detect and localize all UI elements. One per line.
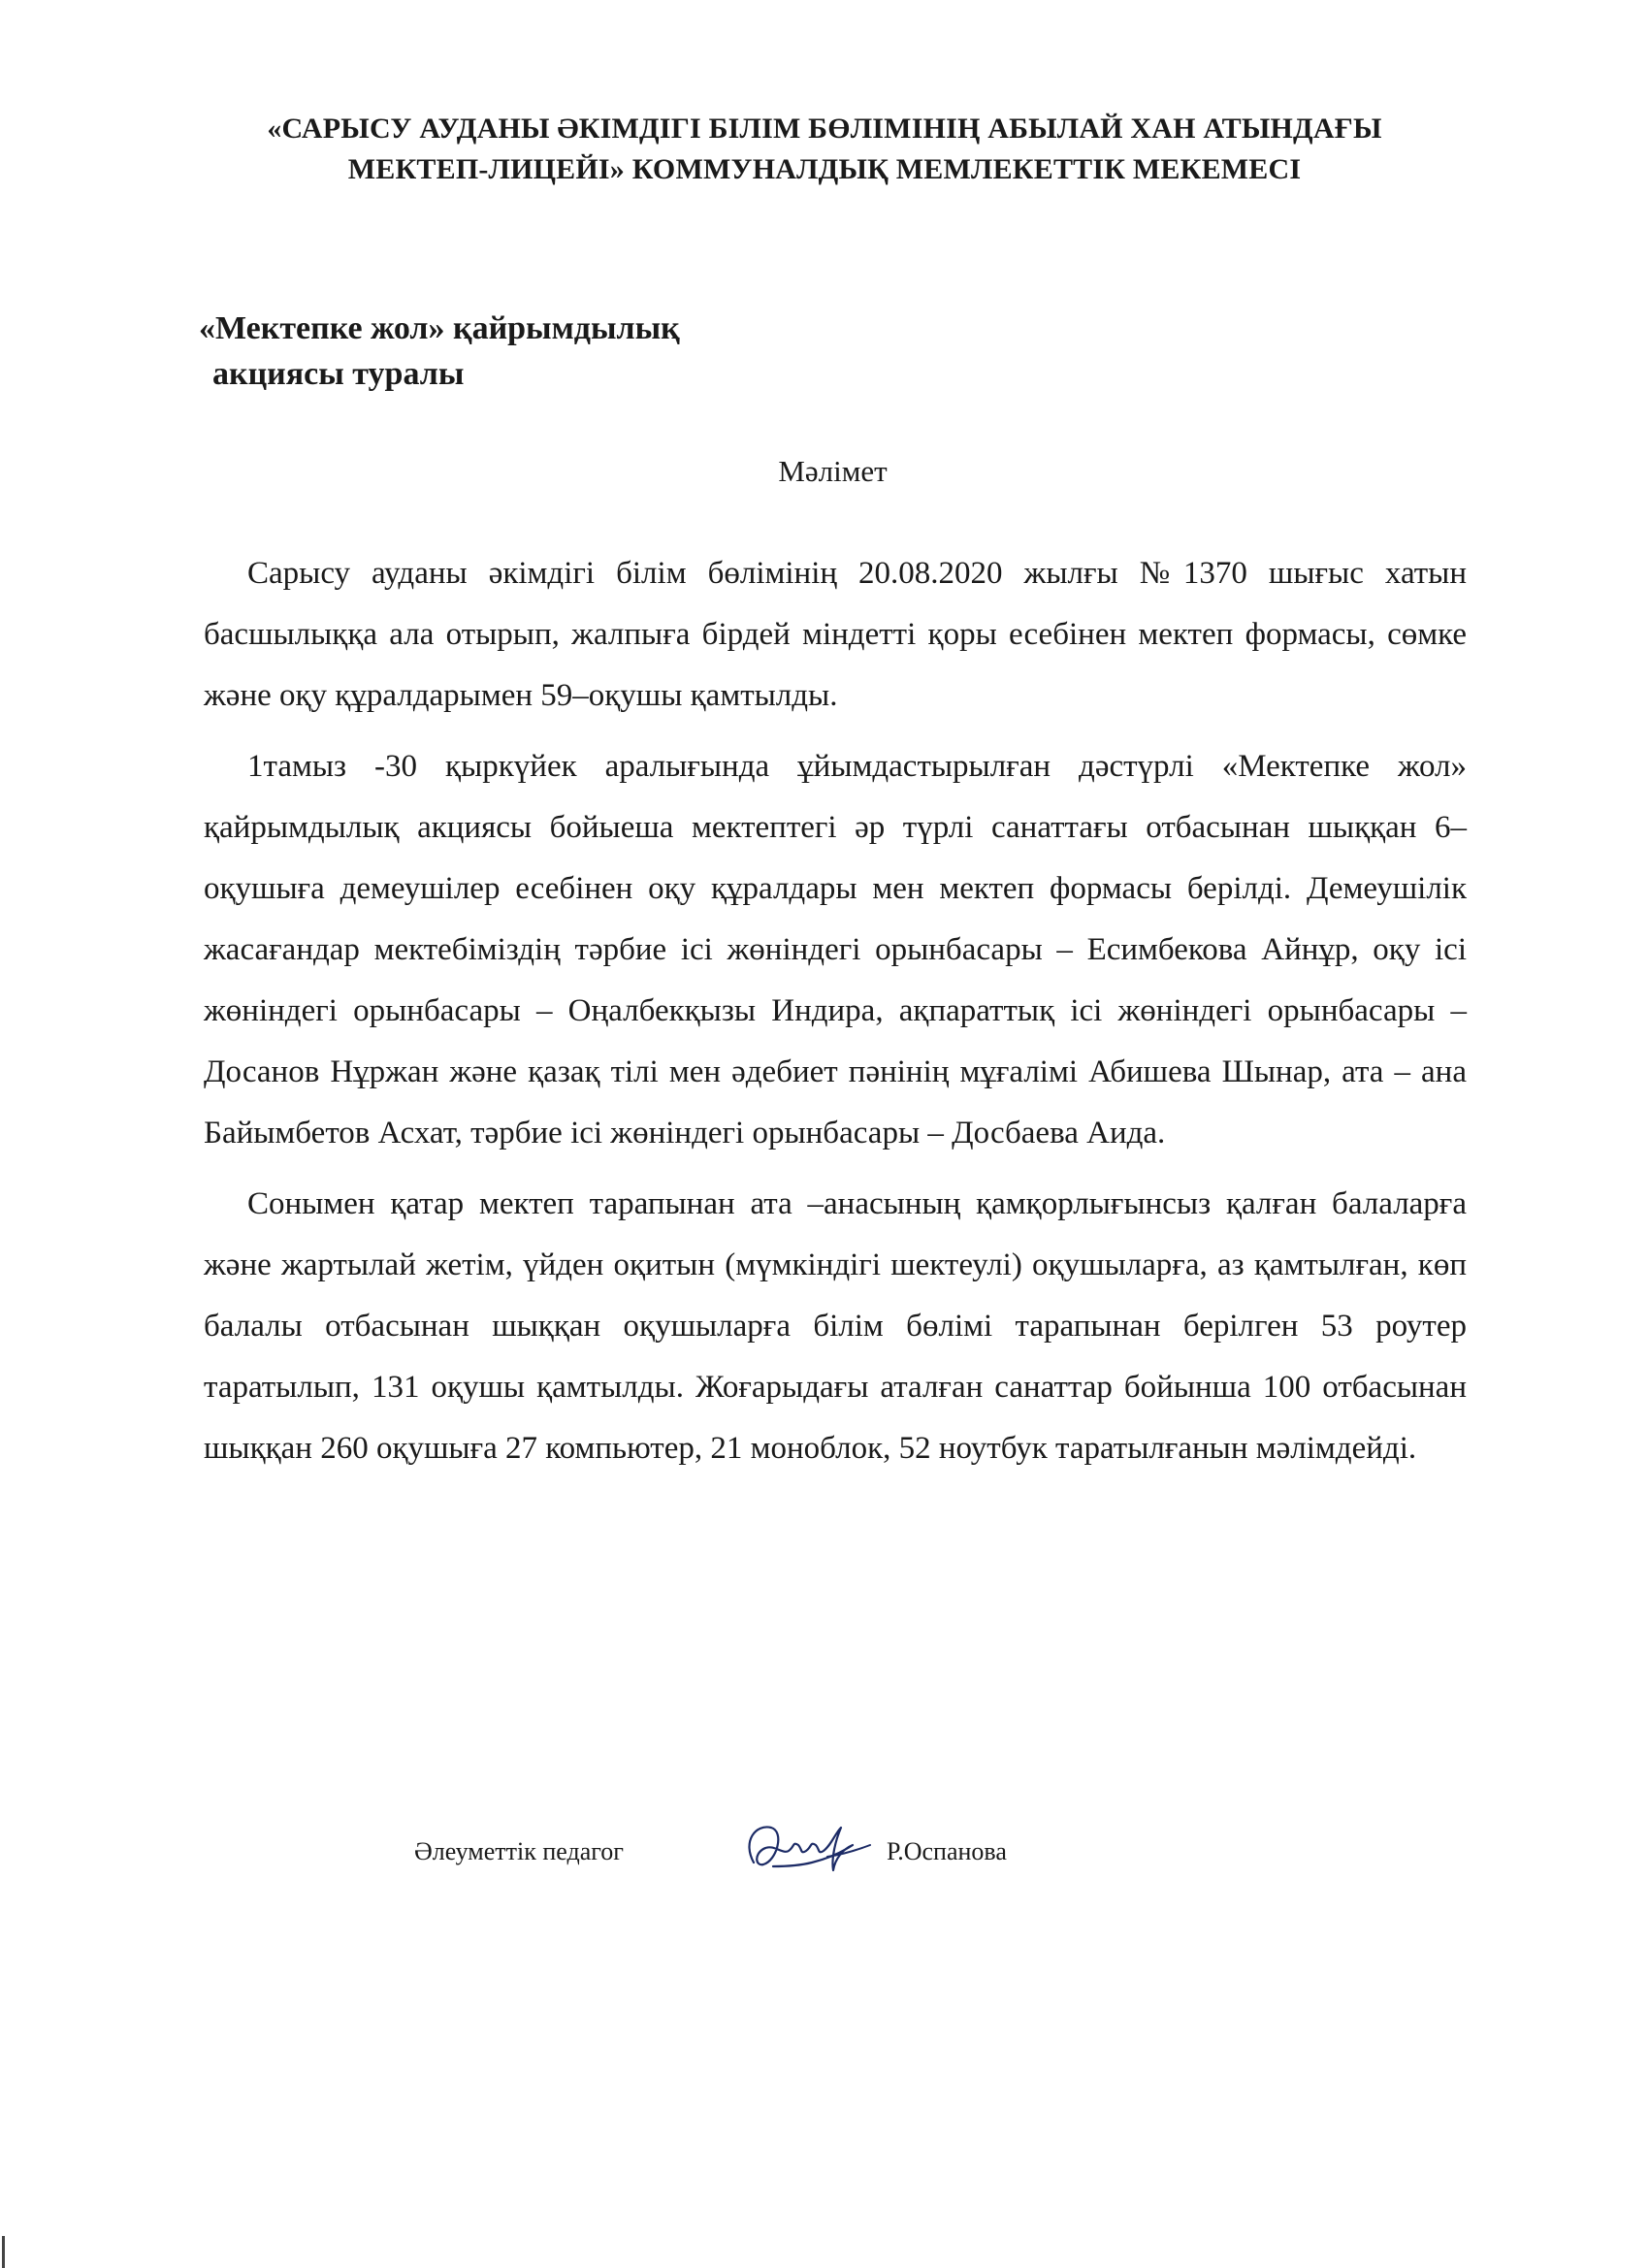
signatory-name: Р.Оспанова: [887, 1837, 1007, 1865]
paragraph-3: Сонымен қатар мектеп тарапынан ата –анасының қамқорлығынсыз қалған балаларға және жартылай жетім, үйден оқитын (мүмкіндігі шектеулі) оқушыларға, аз қамтылған, көп балалы отбасынан шыққан оқушыларға білім бөлімі тарапынан берілген 53 роутер таратылып, 131 оқушы қамтылды. Жоғарыдағы аталған санаттар бойынша 100 отбасынан шыққан 260 оқушыға 27 компьютер, 21 моноблок, 52 ноутбук таратылғанын мәлімдейді.: [204, 1186, 1467, 1466]
paragraph-1: Сарысу ауданы әкімдігі білім бөлімінің 20.08.2020 жылғы №1370 шығыс хатын басшылыққа ала отырып, жалпыға бірдей міндетті қоры есебінен мектеп формасы, сөмке және оқу құралдарымен 59–оқушы қамтылды.: [204, 556, 1467, 713]
header-line-1: «САРЫСУ АУДАНЫ ӘКІМДІГІ БІЛІМ БӨЛІМІНІҢ АБЫЛАЙ ХАН АТЫНДАҒЫ: [267, 113, 1382, 145]
document-body: [204, 543, 1467, 1489]
handwritten-signature: [734, 1812, 880, 1886]
paragraph-2: 1тамыз -30 қыркүйек аралығында ұйымдастырылған дәстүрлі «Мектепке жол» қайрымдылық акциясы бойыеша мектептегі әр түрлі санаттағы отбасынан шыққан 6–оқушыға демеушілер есебінен оқу құралдары мен мектеп формасы берілді. Демеушілік жасағандар мектебіміздің тәрбие ісі жөніндегі орынбасары – Есимбекова Айнұр, оқу ісі жөніндегі орынбасары – Оңалбекқызы Индира, ақпараттық ісі жөніндегі орынбасары – Досанов Нұржан және қазақ тілі мен әдебиет пәнінің мұғалімі Абишева Шынар, ата – ана Байымбетов Асхат, тәрбие ісі жөніндегі орынбасары – Досбаева Аида.: [204, 749, 1467, 1150]
signature-block: [414, 1824, 1287, 1911]
document-title: Мәлімет: [778, 454, 888, 488]
document-subject: [199, 306, 878, 397]
organization-header: [146, 109, 1504, 190]
subject-line-1: «Мектепке жол» қайрымдылық: [199, 310, 680, 346]
signatory-role: Әлеуметтік педагог: [414, 1837, 624, 1865]
header-line-2: МЕКТЕП-ЛИЦЕЙІ» КОММУНАЛДЫҚ МЕМЛЕКЕТТІК МЕКЕМЕСІ: [347, 153, 1302, 185]
subject-line-2: акциясы туралы: [212, 356, 465, 392]
scan-edge-mark: [2, 2236, 5, 2268]
